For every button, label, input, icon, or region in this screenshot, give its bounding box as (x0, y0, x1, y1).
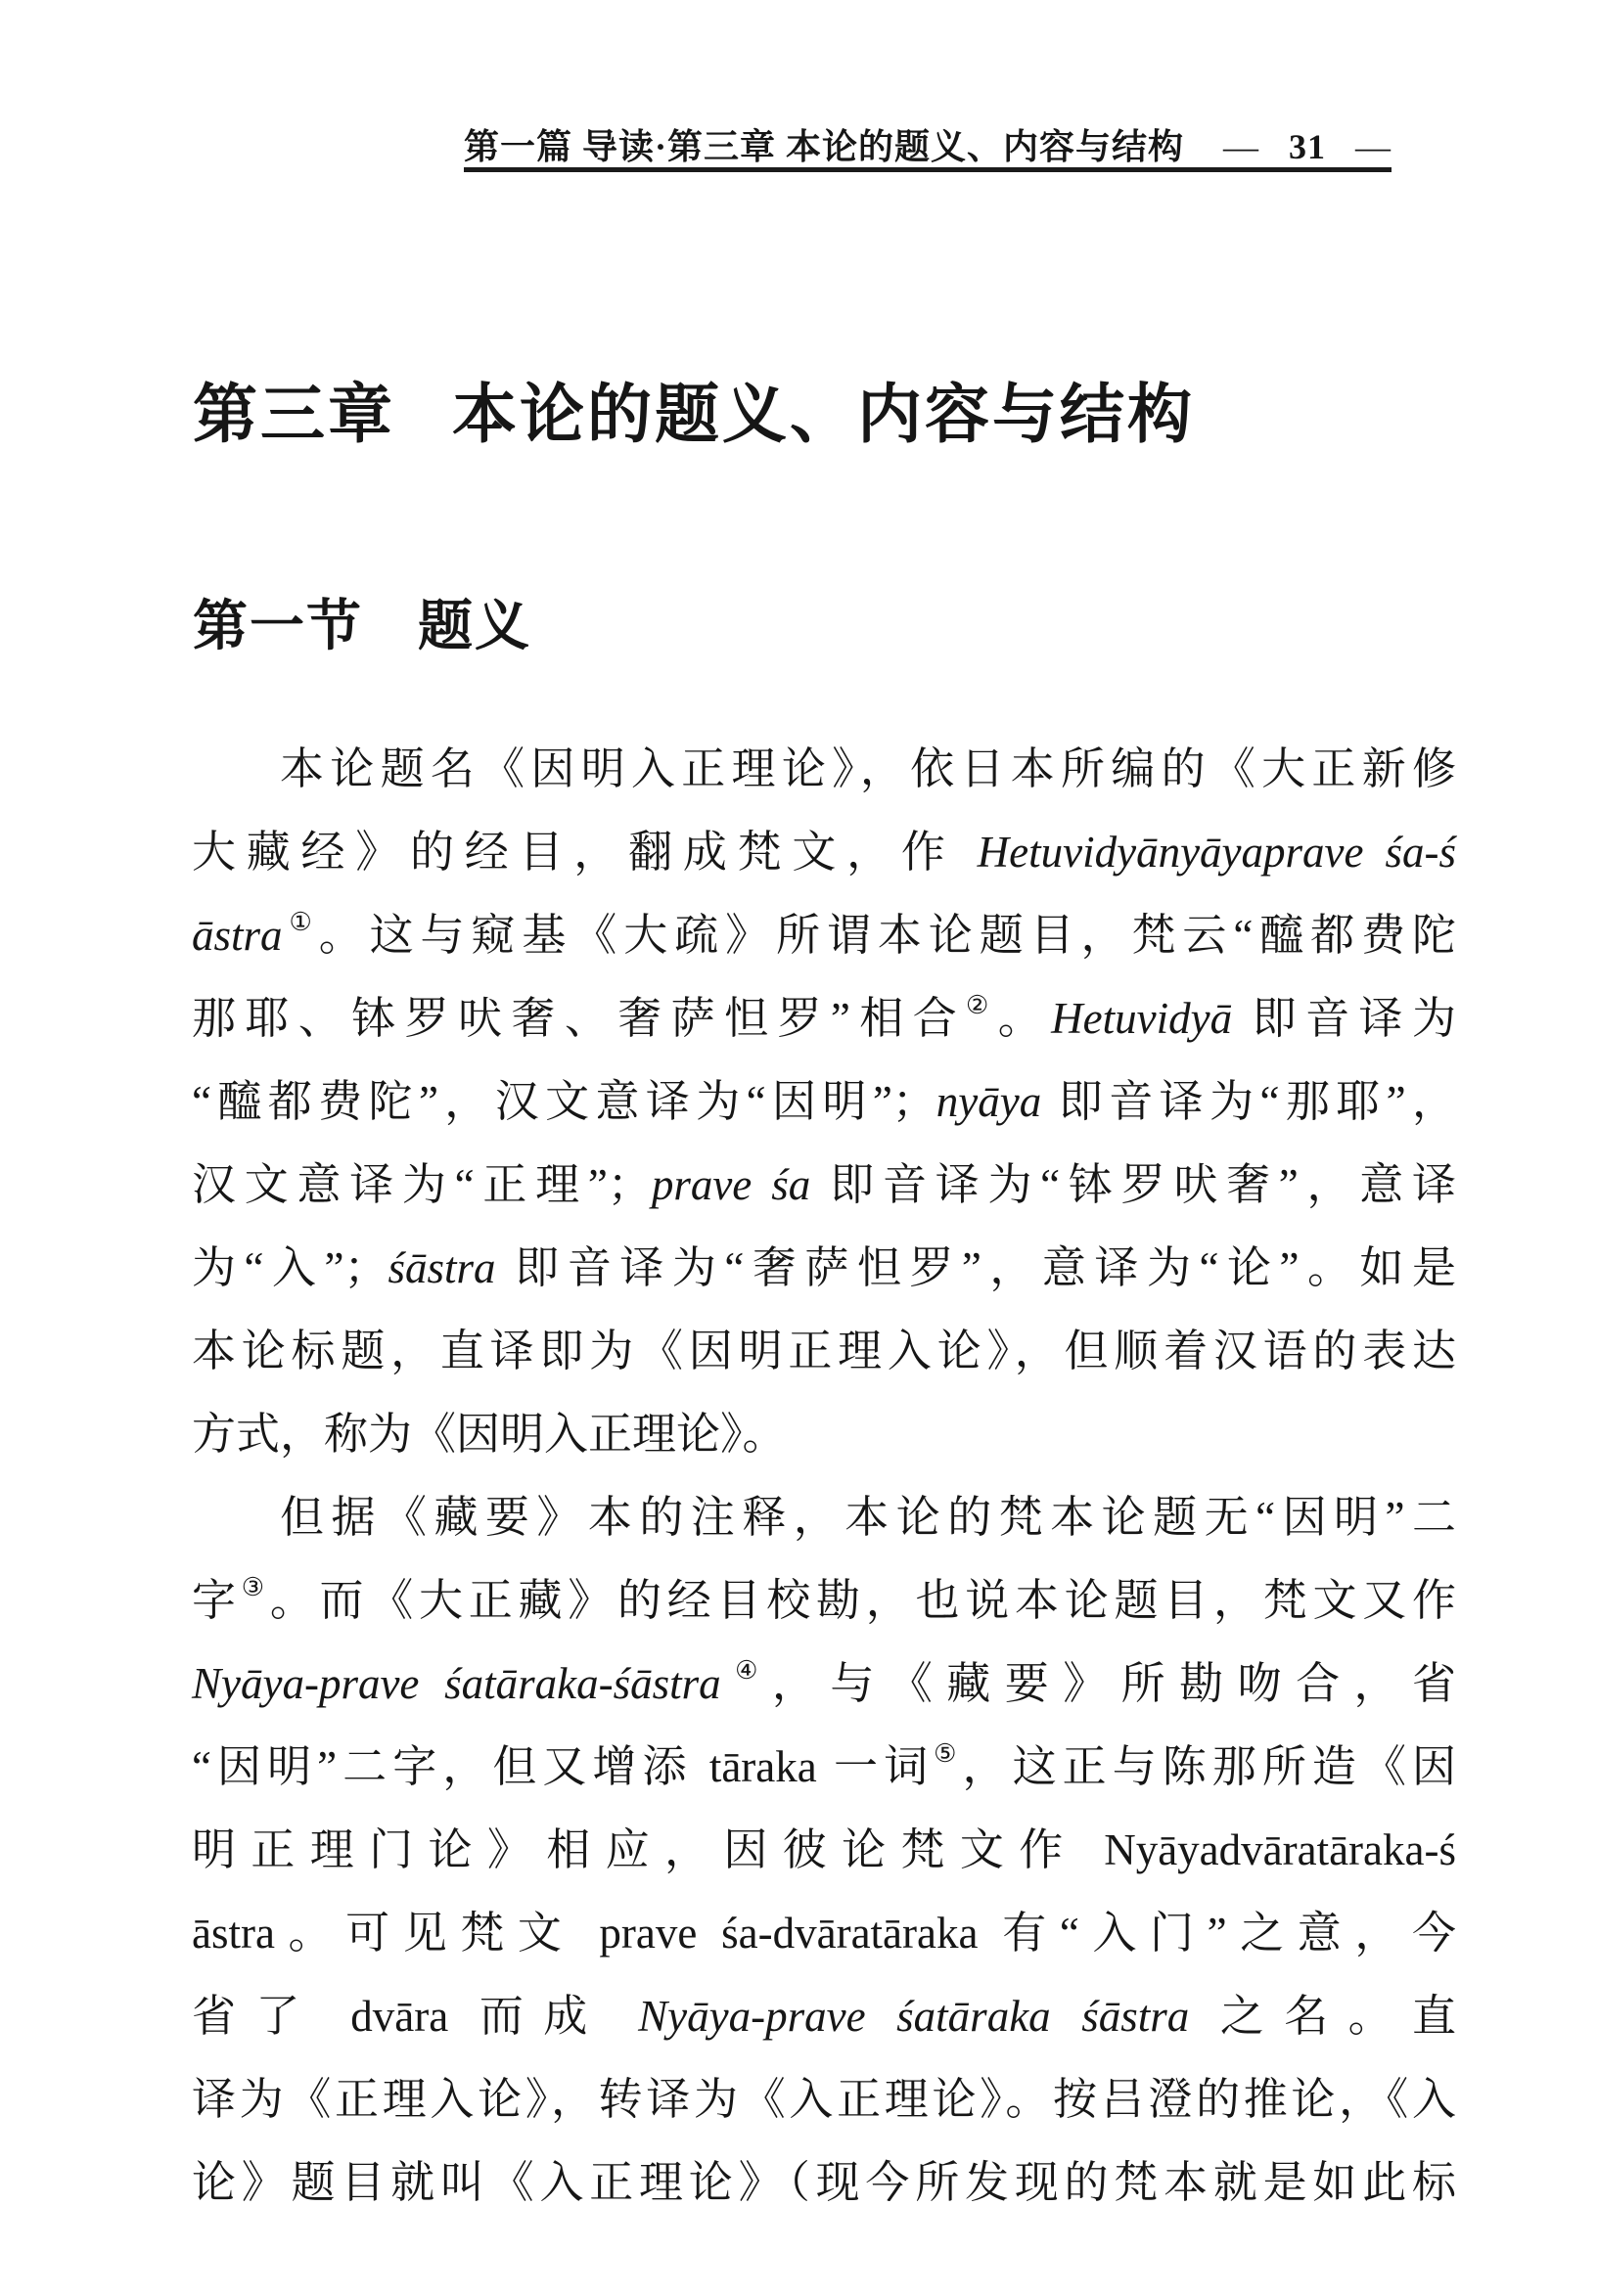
text-line (192, 1892, 1456, 1975)
text-run: 即音译为“钵罗吠奢”，意译 (810, 1160, 1456, 1209)
running-title: 第一篇 导读·第三章 本论的题义、内容与结构 (464, 127, 1185, 166)
text-run: 为“入”； (192, 1243, 388, 1292)
text-run: 明正理门论》相应，因彼论梵文作 Nyāyadvāratāraka-ś (192, 1825, 1456, 1874)
text-run: 论》题目就叫《入正理论》（现今所发现的梵本就是如此标 (192, 2158, 1456, 2207)
text-line (192, 1643, 1456, 1726)
text-line (192, 2058, 1456, 2141)
text-run: 之名。直 (1189, 1992, 1456, 2041)
text-run: 汉文意译为“正理”； (192, 1160, 652, 1209)
text-line (192, 894, 1456, 977)
text-run: 方式，称为《因明入正理论》。 (192, 1410, 787, 1459)
section-title (193, 583, 531, 661)
text-run: 译为《正理入论》，转译为《入正理论》。按吕澄的推论，《入 (192, 2075, 1456, 2124)
text-run: 省了 dvāra 而成 (192, 1992, 639, 2041)
text-run: 。而《大正藏》的经目校勘，也说本论题目，梵文又作 (269, 1576, 1456, 1625)
sanskrit-term: āstra (192, 911, 283, 960)
footnote-marker: ① (282, 908, 319, 936)
text-line (192, 1310, 1456, 1393)
text-line (192, 2141, 1456, 2225)
text-run: 字 (192, 1576, 242, 1625)
text-line (192, 1726, 1456, 1809)
text-line (192, 811, 1456, 894)
text-run: 即音译为 (1232, 994, 1456, 1043)
page-number: 31 (1289, 127, 1326, 166)
text-run: 那耶、钵罗吠奢、奢萨怛罗”相合 (192, 994, 967, 1043)
section-number: 第一节 (193, 597, 363, 657)
text-run: 。这与窥基《大疏》所谓本论题目，梵云“醯都费陀 (318, 911, 1456, 960)
page-number-dash-right: — (1355, 127, 1392, 166)
text-line (192, 1809, 1456, 1892)
text-run: āstra。可见梵文 prave śa-dvāratāraka 有“入门”之意，今 (192, 1909, 1456, 1958)
text-line (192, 1393, 1456, 1476)
text-run: “因明”二字，但又增添 tāraka 一词 (192, 1742, 935, 1791)
text-line (192, 1144, 1456, 1227)
sanskrit-term: prave śa (651, 1160, 811, 1209)
footnote-marker: ② (966, 991, 998, 1019)
footnote-marker: ③ (241, 1573, 270, 1601)
text-run: 。 (997, 994, 1052, 1043)
sanskrit-term: śāstra (388, 1243, 496, 1292)
header-rule (464, 167, 1392, 172)
footnote-marker: ⑤ (934, 1739, 963, 1768)
text-run: 即音译为“那耶”， (1041, 1077, 1456, 1126)
text-run: 本论标题，直译即为《因明正理入论》，但顺着汉语的表达 (192, 1327, 1456, 1375)
text-line (192, 1975, 1456, 2058)
footnote-marker: ④ (720, 1656, 772, 1685)
text-run: “醯都费陀”，汉文意译为“因明”； (192, 1077, 936, 1126)
text-run: 本论题名《因明入正理论》，依日本所编的《大正新修 (280, 744, 1456, 793)
section-title-text: 题义 (418, 597, 531, 657)
text-run: 即音译为“奢萨怛罗”，意译为“论”。如是 (495, 1243, 1456, 1292)
body-text (192, 728, 1456, 2225)
page-number-dash-left: — (1223, 127, 1259, 166)
chapter-title-text: 本论的题义、内容与结构 (452, 380, 1195, 451)
running-header (464, 119, 1392, 169)
sanskrit-term: Hetuvidyānyāyaprave śa-ś (977, 828, 1456, 877)
text-line (192, 1060, 1456, 1144)
sanskrit-term: Nyāya-prave śatāraka-śāstra (192, 1659, 721, 1708)
text-line (192, 1476, 1456, 1559)
text-line (192, 977, 1456, 1060)
text-run: ，这正与陈那所造《因 (962, 1742, 1457, 1791)
sanskrit-term: Nyāya-prave śatāraka śāstra (638, 1992, 1190, 2041)
text-run: 但据《藏要》本的注释，本论的梵本论题无“因明”二 (280, 1493, 1456, 1542)
sanskrit-term: nyāya (935, 1077, 1042, 1126)
text-line (192, 728, 1456, 811)
page-number-group (1223, 126, 1392, 167)
sanskrit-term: Hetuvidyā (1051, 994, 1233, 1043)
text-run: ，与《藏要》所勘吻合，省 (771, 1659, 1457, 1708)
chapter-title (193, 362, 1195, 455)
chapter-number: 第三章 (193, 380, 395, 451)
text-line (192, 1559, 1456, 1643)
text-run: 大藏经》的经目，翻成梵文，作 (192, 828, 978, 877)
text-line (192, 1227, 1456, 1310)
